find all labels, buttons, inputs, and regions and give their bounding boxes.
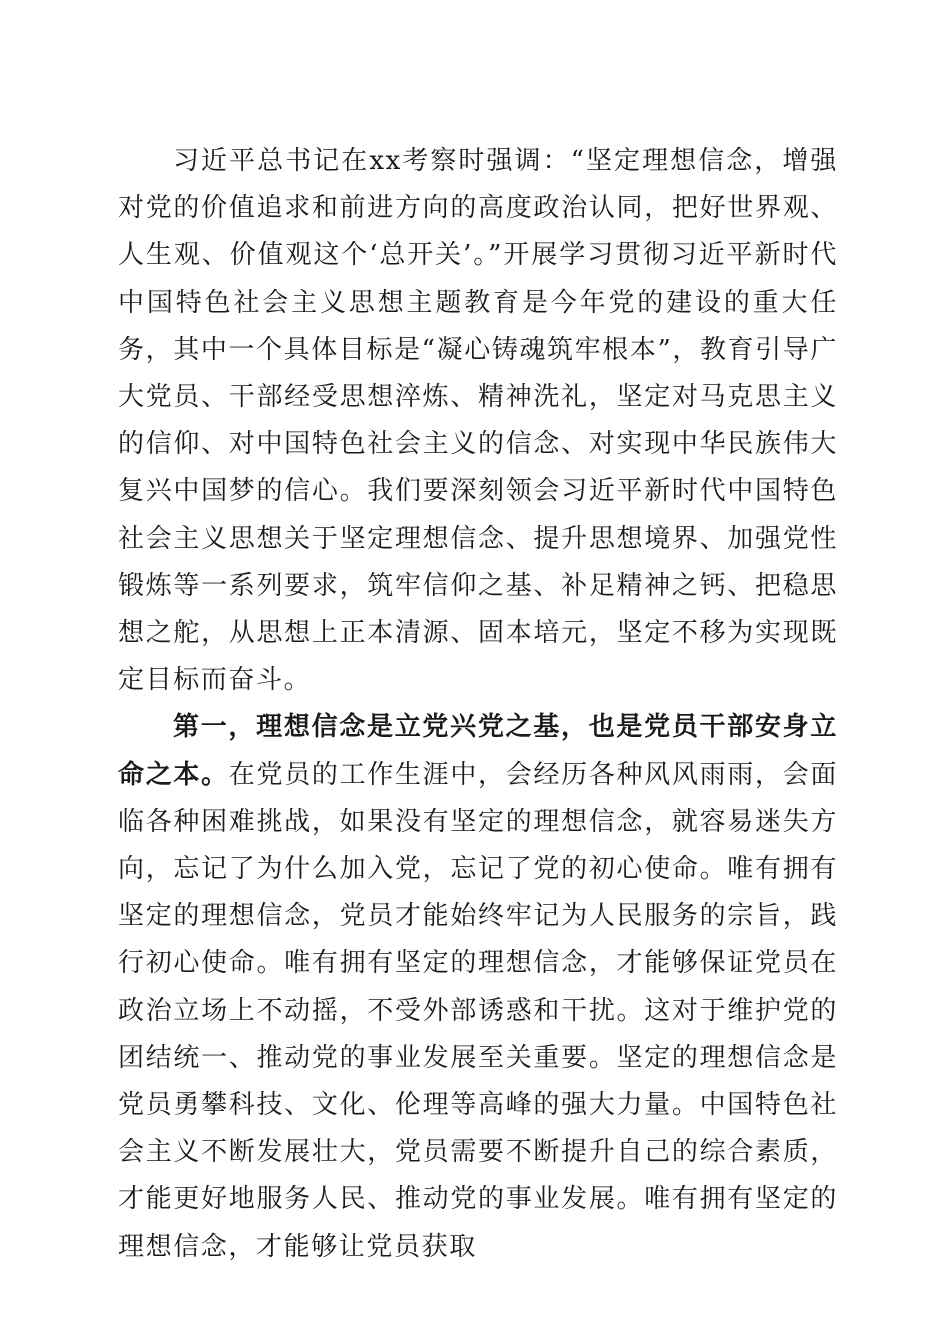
document-body [118,138,838,1271]
paragraph-intro [118,138,838,704]
paragraph-text: 习近平总书记在xx考察时强调：“坚定理想信念，增强对党的价值追求和前进方向的高度政治认同，把好世界观、人生观、价值观这个‘总开关’。”开展学习贯彻习近平新时代中国特色社会主义思想主题教育是今年党的建设的重大任务，其中一个具体目标是“凝心铸魂筑牢根本”，教育引导广大党员、干部经受思想淬炼、精神洗礼，坚定对马克思主义的信仰、对中国特色社会主义的信念、对实现中华民族伟大复兴中国梦的信心。我们要深刻领会习近平新时代中国特色社会主义思想关于坚定理想信念、提升思想境界、加强党性锻炼等一系列要求，筑牢信仰之基、补足精神之钙、把稳思想之舵，从思想上正本清源、固本培元，坚定不移为实现既定目标而奋斗。 [118,146,838,696]
paragraph-text: 在党员的工作生涯中，会经历各种风风雨雨，会面临各种困难挑战，如果没有坚定的理想信念，就容易迷失方向，忘记了为什么加入党，忘记了党的初心使命。唯有拥有坚定的理想信念，党员才能始终牢记为人民服务的宗旨，践行初心使命。唯有拥有坚定的理想信念，才能够保证党员在政治立场上不动摇，不受外部诱惑和干扰。这对于维护党的团结统一、推动党的事业发展至关重要。坚定的理想信念是党员勇攀科技、文化、伦理等高峰的强大力量。中国特色社会主义不断发展壮大，党员需要不断提升自己的综合素质，才能更好地服务人民、推动党的事业发展。唯有拥有坚定的理想信念，才能够让党员获取 [118,759,839,1262]
paragraph-first-point [118,704,838,1270]
paragraph-lead: 第一，理想信念是立党兴党之基，也是党员干部安身立命之本。 [118,712,838,790]
